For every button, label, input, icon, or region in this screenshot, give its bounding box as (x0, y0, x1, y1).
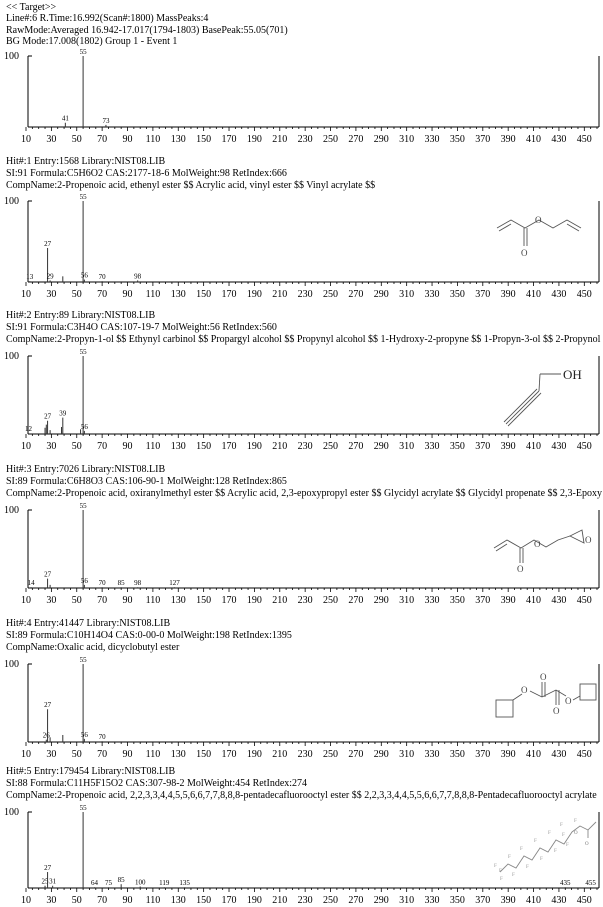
peak-label: 12 (25, 425, 33, 434)
peak-label: 27 (44, 239, 52, 248)
x-tick-label: 350 (449, 289, 465, 300)
x-tick-label: 270 (348, 749, 364, 760)
x-tick-label: 350 (449, 895, 465, 906)
x-tick-label: 290 (373, 441, 389, 452)
svg-text:O: O (534, 539, 541, 549)
peak-label: 70 (98, 733, 106, 742)
svg-text:F: F (508, 855, 511, 860)
structure-fluoro-acrylate (494, 819, 596, 882)
peak-label: 85 (117, 876, 125, 885)
target-line: Line#:6 R.Time:16.992(Scan#:1800) MassPeaks:4 (6, 13, 209, 24)
x-tick-label: 270 (348, 441, 364, 452)
svg-text:F: F (548, 831, 551, 836)
x-tick-label: 10 (21, 134, 31, 145)
y-tick-label: 100 (4, 196, 19, 207)
x-tick-label: 450 (576, 289, 592, 300)
svg-text:O: O (517, 564, 524, 574)
peak-label: 56 (80, 576, 88, 585)
x-tick-label: 430 (551, 441, 567, 452)
peak-label: 98 (134, 272, 142, 281)
x-tick-label: 170 (221, 289, 237, 300)
x-tick-label: 190 (246, 749, 262, 760)
x-tick-label: 30 (46, 289, 57, 300)
hit-header: Hit#:2 Entry:89 Library:NIST08.LIB (6, 310, 156, 321)
x-tick-label: 410 (526, 595, 542, 606)
hit-formula: SI:91 Formula:C3H4O CAS:107-19-7 MolWeight:56 RetIndex:560 (6, 322, 277, 333)
x-tick-label: 310 (399, 595, 415, 606)
svg-text:F: F (494, 864, 497, 869)
peak-label: 98 (134, 579, 142, 588)
peak-label: 56 (80, 422, 88, 431)
x-tick-label: 250 (323, 134, 339, 145)
x-tick-label: 430 (551, 134, 567, 145)
hit-formula: SI:89 Formula:C6H8O3 CAS:106-90-1 MolWeight:128 RetIndex:865 (6, 476, 287, 487)
x-tick-label: 310 (399, 895, 415, 906)
y-tick-label: 100 (4, 51, 19, 62)
x-tick-label: 430 (551, 895, 567, 906)
peak-label: 56 (80, 730, 88, 739)
svg-text:F: F (562, 833, 565, 838)
x-tick-label: 250 (323, 289, 339, 300)
x-tick-label: 170 (221, 134, 237, 145)
x-tick-label: 70 (97, 749, 108, 760)
peak-label: 41 (61, 114, 69, 123)
hit-header: Hit#:1 Entry:1568 Library:NIST08.LIB (6, 156, 166, 167)
x-tick-label: 110 (145, 441, 161, 452)
peak-label: 55 (79, 656, 87, 664)
x-tick-label: 30 (46, 134, 57, 145)
svg-text:O: O (540, 672, 547, 682)
x-tick-label: 50 (71, 134, 82, 145)
x-tick-label: 370 (475, 441, 491, 452)
x-tick-label: 130 (170, 289, 186, 300)
hit-compname: CompName:2-Propenoic acid, ethenyl ester $$ Acrylic acid, vinyl ester $$ Vinyl acrylate $$ (6, 180, 376, 191)
x-tick-label: 230 (297, 595, 313, 606)
x-tick-label: 390 (500, 441, 516, 452)
svg-text:O: O (521, 248, 528, 258)
peak-label: 55 (79, 193, 87, 201)
x-tick-label: 350 (449, 749, 465, 760)
x-tick-label: 70 (97, 595, 108, 606)
svg-text:F: F (526, 865, 529, 870)
x-tick-label: 230 (297, 289, 313, 300)
hit-header: Hit#:4 Entry:41447 Library:NIST08.LIB (6, 618, 171, 629)
svg-text:O: O (553, 706, 560, 716)
x-tick-label: 110 (145, 895, 161, 906)
svg-text:O: O (585, 535, 592, 545)
x-tick-label: 370 (475, 749, 491, 760)
x-tick-label: 130 (170, 441, 186, 452)
x-tick-label: 50 (71, 595, 82, 606)
x-tick-label: 150 (196, 441, 212, 452)
x-tick-label: 210 (272, 134, 288, 145)
peak-label: 25 (41, 877, 49, 886)
peak-label: 27 (44, 412, 52, 421)
hit-compname: CompName:2-Propenoic acid, oxiranylmethyl ester $$ Acrylic acid, 2,3-epoxypropyl ester $$ Glycidyl acrylate $$ Glycidyl propenate $$ 2,3-Epoxy (6, 488, 602, 499)
x-tick-label: 370 (475, 134, 491, 145)
x-tick-label: 210 (272, 595, 288, 606)
x-tick-label: 170 (221, 441, 237, 452)
peak-label: 27 (44, 701, 52, 710)
x-tick-label: 110 (145, 595, 161, 606)
x-tick-label: 30 (46, 595, 57, 606)
x-tick-label: 410 (526, 441, 542, 452)
structure-label: OH (563, 367, 582, 382)
x-tick-label: 270 (348, 595, 364, 606)
peak-label: 455 (585, 879, 596, 888)
x-tick-label: 130 (170, 895, 186, 906)
target-title: << Target>> (6, 2, 57, 13)
x-tick-label: 190 (246, 134, 262, 145)
x-tick-label: 210 (272, 749, 288, 760)
x-tick-label: 330 (424, 749, 440, 760)
x-tick-label: 10 (21, 895, 31, 906)
x-tick-label: 50 (71, 441, 82, 452)
hit-compname: CompName:Oxalic acid, dicyclobutyl ester (6, 642, 180, 653)
x-tick-label: 150 (196, 134, 212, 145)
x-tick-label: 190 (246, 595, 262, 606)
peak-label: 39 (59, 409, 67, 418)
peak-label: 70 (98, 579, 106, 588)
structure-vinyl-acrylate (497, 215, 581, 258)
svg-text:F: F (500, 877, 503, 882)
x-tick-label: 370 (475, 595, 491, 606)
x-tick-label: 390 (500, 895, 516, 906)
x-tick-label: 190 (246, 289, 262, 300)
peak-label: 119 (159, 879, 170, 888)
svg-text:F: F (560, 823, 563, 828)
x-tick-label: 190 (246, 895, 262, 906)
x-tick-label: 270 (348, 895, 364, 906)
x-tick-label: 50 (71, 749, 82, 760)
hit-formula: SI:88 Formula:C11H5F15O2 CAS:307-98-2 MolWeight:454 RetIndex:274 (6, 778, 308, 789)
x-tick-label: 390 (500, 749, 516, 760)
svg-text:O: O (574, 831, 578, 836)
peak-label: 64 (91, 879, 99, 888)
x-tick-label: 170 (221, 749, 237, 760)
y-tick-label: 100 (4, 351, 19, 362)
peak-label: 55 (79, 804, 87, 812)
y-tick-label: 100 (4, 659, 19, 670)
x-tick-label: 330 (424, 134, 440, 145)
peak-label: 135 (179, 879, 190, 888)
x-tick-label: 390 (500, 595, 516, 606)
x-tick-label: 270 (348, 134, 364, 145)
x-tick-label: 270 (348, 289, 364, 300)
svg-text:F: F (554, 849, 557, 854)
hit-compname: CompName:2-Propyn-1-ol $$ Ethynyl carbinol $$ Propargyl alcohol $$ Propynyl alcohol $$ 1-Hydroxy-2-propyne $$ 1-Propyn-3-ol $$ 2-Propynol (6, 334, 601, 345)
target-raw-mode: RawMode:Averaged 16.942-17.017(1794-1803) BasePeak:55.05(701) (6, 25, 288, 36)
x-tick-label: 110 (145, 289, 161, 300)
x-tick-label: 90 (122, 595, 133, 606)
x-tick-label: 150 (196, 749, 212, 760)
hit-formula: SI:91 Formula:C5H6O2 CAS:2177-18-6 MolWeight:98 RetIndex:666 (6, 168, 287, 179)
x-tick-label: 410 (526, 134, 542, 145)
peak-label: 31 (49, 877, 57, 886)
x-tick-label: 210 (272, 289, 288, 300)
svg-text:F: F (540, 857, 543, 862)
x-tick-label: 290 (373, 289, 389, 300)
x-tick-label: 250 (323, 441, 339, 452)
x-tick-label: 90 (122, 441, 133, 452)
svg-text:F: F (566, 843, 569, 848)
x-tick-label: 410 (526, 895, 542, 906)
x-tick-label: 250 (323, 595, 339, 606)
peak-label: 70 (98, 273, 106, 282)
x-tick-label: 130 (170, 134, 186, 145)
x-tick-label: 450 (576, 134, 592, 145)
svg-text:F: F (534, 839, 537, 844)
x-tick-label: 350 (449, 595, 465, 606)
x-tick-label: 310 (399, 289, 415, 300)
x-tick-label: 90 (122, 289, 133, 300)
x-tick-label: 290 (373, 134, 389, 145)
x-tick-label: 290 (373, 749, 389, 760)
x-tick-label: 150 (196, 289, 212, 300)
x-tick-label: 90 (122, 749, 133, 760)
y-tick-label: 100 (4, 505, 19, 516)
svg-text:O: O (521, 685, 528, 695)
x-tick-label: 310 (399, 749, 415, 760)
svg-text:O: O (565, 696, 572, 706)
x-tick-label: 90 (122, 134, 133, 145)
svg-text:F: F (499, 869, 502, 874)
peak-label: 13 (26, 273, 34, 282)
peak-label: 14 (27, 579, 35, 588)
structure-dicyclobutyl-oxalate (496, 672, 596, 717)
x-tick-label: 130 (170, 749, 186, 760)
peak-label: 100 (134, 878, 146, 887)
peak-label: 435 (560, 879, 571, 888)
x-tick-label: 450 (576, 441, 592, 452)
x-tick-label: 410 (526, 289, 542, 300)
x-tick-label: 210 (272, 441, 288, 452)
x-tick-label: 170 (221, 595, 237, 606)
x-tick-label: 70 (97, 134, 108, 145)
x-tick-label: 370 (475, 289, 491, 300)
x-tick-label: 30 (46, 749, 57, 760)
peak-label: 73 (102, 116, 110, 125)
x-tick-label: 10 (21, 749, 31, 760)
x-tick-label: 230 (297, 134, 313, 145)
x-tick-label: 310 (399, 134, 415, 145)
structure-glycidyl-acrylate (494, 530, 592, 574)
x-tick-label: 50 (71, 289, 82, 300)
x-tick-label: 330 (424, 289, 440, 300)
x-tick-label: 350 (449, 134, 465, 145)
svg-text:F: F (574, 819, 577, 824)
x-tick-label: 390 (500, 134, 516, 145)
peak-label: 55 (79, 48, 87, 56)
x-tick-label: 110 (145, 134, 161, 145)
x-tick-label: 330 (424, 895, 440, 906)
x-tick-label: 210 (272, 895, 288, 906)
svg-text:F: F (520, 847, 523, 852)
peak-label: 55 (79, 502, 87, 510)
x-tick-label: 10 (21, 441, 31, 452)
x-tick-label: 450 (576, 595, 592, 606)
peak-label: 26 (42, 731, 50, 740)
x-tick-label: 410 (526, 749, 542, 760)
x-tick-label: 250 (323, 749, 339, 760)
x-tick-label: 150 (196, 895, 212, 906)
x-tick-label: 350 (449, 441, 465, 452)
x-tick-label: 90 (122, 895, 133, 906)
x-tick-label: 130 (170, 595, 186, 606)
peak-label: 55 (79, 348, 87, 356)
x-tick-label: 230 (297, 749, 313, 760)
structure-propargyl-alcohol (504, 367, 582, 426)
x-tick-label: 330 (424, 595, 440, 606)
x-tick-label: 30 (46, 895, 57, 906)
x-tick-label: 430 (551, 595, 567, 606)
peak-label: 85 (117, 579, 125, 588)
svg-text:O: O (535, 215, 542, 225)
x-tick-label: 450 (576, 749, 592, 760)
x-tick-label: 30 (46, 441, 57, 452)
peak-label: 75 (104, 879, 112, 888)
x-tick-label: 10 (21, 595, 31, 606)
x-tick-label: 230 (297, 895, 313, 906)
y-tick-label: 100 (4, 807, 19, 818)
x-tick-label: 230 (297, 441, 313, 452)
svg-text:F: F (512, 873, 515, 878)
target-bg-mode: BG Mode:17.008(1802) Group 1 - Event 1 (6, 36, 178, 47)
peak-label: 29 (46, 272, 54, 281)
x-tick-label: 430 (551, 289, 567, 300)
x-tick-label: 10 (21, 289, 31, 300)
x-tick-label: 190 (246, 441, 262, 452)
peak-label: 127 (169, 579, 180, 588)
x-tick-label: 250 (323, 895, 339, 906)
x-tick-label: 430 (551, 749, 567, 760)
x-tick-label: 310 (399, 441, 415, 452)
x-tick-label: 450 (576, 895, 592, 906)
hit-formula: SI:89 Formula:C10H14O4 CAS:0-00-0 MolWeight:198 RetIndex:1395 (6, 630, 292, 641)
x-tick-label: 110 (145, 749, 161, 760)
x-tick-label: 70 (97, 441, 108, 452)
hit-header: Hit#:3 Entry:7026 Library:NIST08.LIB (6, 464, 166, 475)
x-tick-label: 170 (221, 895, 237, 906)
x-tick-label: 290 (373, 595, 389, 606)
hit-compname: CompName:2-Propenoic acid, 2,2,3,3,4,4,5,5,6,6,7,7,8,8,8-pentadecafluorooctyl ester $$ 2,2,3,3,4,4,5,5,6,6,7,7,8,8,8-Pentadecafluorooctyl acrylate (6, 790, 597, 801)
x-tick-label: 370 (475, 895, 491, 906)
x-tick-label: 150 (196, 595, 212, 606)
x-tick-label: 50 (71, 895, 82, 906)
x-tick-label: 290 (373, 895, 389, 906)
svg-text:O: O (585, 842, 589, 847)
x-tick-label: 330 (424, 441, 440, 452)
hit-header: Hit#:5 Entry:179454 Library:NIST08.LIB (6, 766, 176, 777)
x-tick-label: 70 (97, 895, 108, 906)
peak-label: 56 (80, 271, 88, 280)
x-tick-label: 70 (97, 289, 108, 300)
x-tick-label: 390 (500, 289, 516, 300)
peak-label: 27 (44, 570, 52, 579)
peak-label: 27 (44, 864, 52, 873)
